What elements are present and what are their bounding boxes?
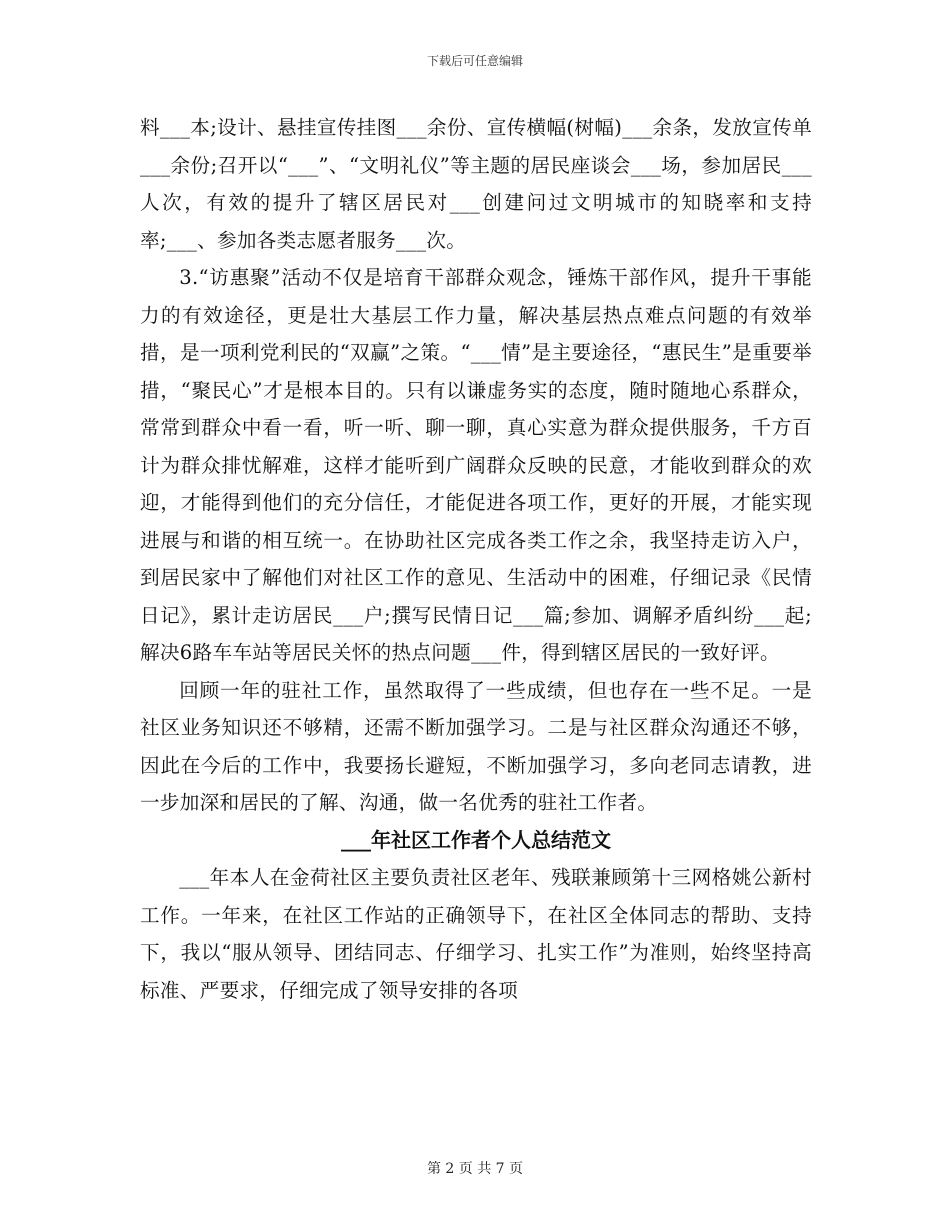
paragraph-2: 3.“访惠聚”活动不仅是培育干部群众观念，锤炼干部作风，提升干事能力的有效途径，更是壮大基层工作力量，解决基层热点难点问题的有效举措，是一项利党利民的“双赢”之策。“___情”是主要途径，“惠民生”是重要举措，“聚民心”才是根本目的。只有以谦虚务实的态度，随时随地心系群众，常常到群众中看一看，听一听、聊一聊，真心实意为群众提供服务，千方百计为群众排忧解难，这样才能听到广阔群众反映的民意，才能收到群众的欢迎，才能得到他们的充分信任，才能促进各项工作，更好的开展，才能实现进展与和谐的相互统一。在协助社区完成各类工作之余，我坚持走访入户，到居民家中了解他们对社区工作的意见、生活动中的困难，仔细记录《民情日记》，累计走访居民___户;撰写民情日记___篇;参加、调解矛盾纠纷___起;解决6路车车站等居民关怀的热点问题___件，得到辖区居民的一致好评。 [140,266,812,664]
paragraph-3: 回顾一年的驻社工作，虽然取得了一些成绩，但也存在一些不足。一是社区业务知识还不够精，还需不断加强学习。二是与社区群众沟通还不够，因此在今后的工作中，我要扬长避短，不断加强学习，多向老同志请教，进一步加深和居民的了解、沟通，做一名优秀的驻社工作者。 [140,678,812,814]
paragraph-1: 料___本;设计、悬挂宣传挂图___余份、宣传横幅(树幅)___余条，发放宣传单___余份;召开以“___”、“文明礼仪”等主题的居民座谈会___场，参加居民___人次，有效的提升了辖区居民对___创建问过文明城市的知晓率和支持率;___、参加各类志愿者服务___次。 [140,116,812,252]
document-body [140,109,812,1009]
paragraph-4: ___年本人在金荷社区主要负责社区老年、残联兼顾第十三网格姚公新村工作。一年来，在社区工作站的正确领导下，在社区全体同志的帮助、支持下，我以“服从领导、团结同志、仔细学习、扎实工作”为准则，始终坚持高标准、严要求，仔细完成了领导安排的各项 [140,866,812,1002]
section-title: ___年社区工作者个人总结范文 [341,827,611,852]
page-number-footer: 第 2 页 共 7 页 [426,1161,524,1177]
page-header-note: 下载后可任意编辑 [426,54,523,68]
